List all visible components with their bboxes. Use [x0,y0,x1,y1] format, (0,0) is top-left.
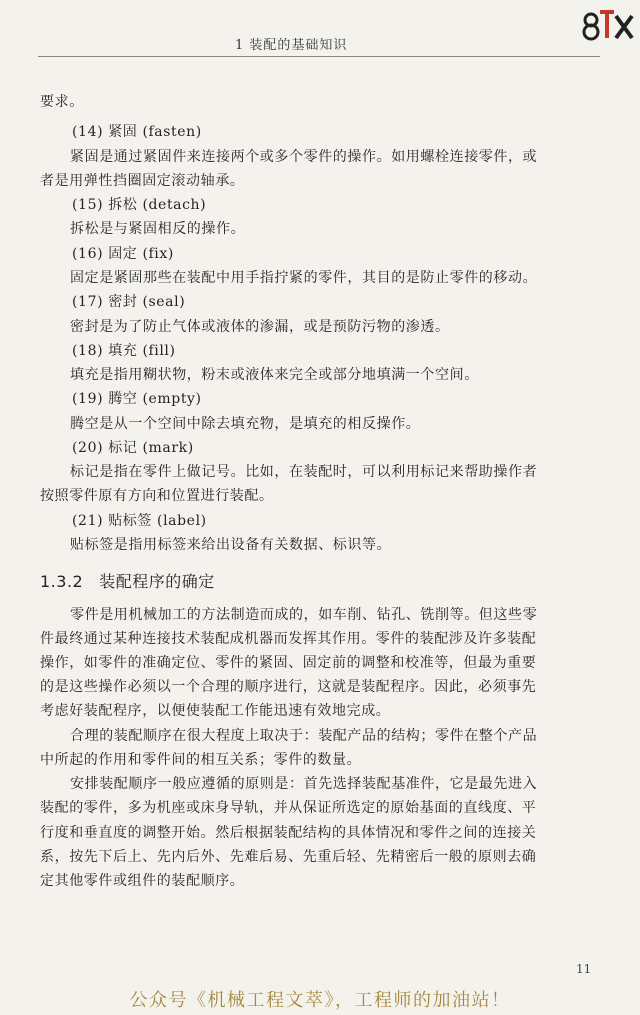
term-heading-detach: (15) 拆松 (detach) [72,197,207,213]
text-line: 者是用弹性挡圈固定滚动轴承。 [40,173,245,189]
text-line: 填充是指用糊状物，粉末或液体来完全或部分地填满一个空间。 [70,367,479,383]
section-number: 1.3.2 [40,572,84,591]
term-heading-empty: (19) 腾空 (empty) [72,391,202,407]
term-heading-seal: (17) 密封 (seal) [72,294,186,310]
term-heading-label: (21) 贴标签 (label) [72,513,207,529]
footer-watermark: 公众号《机械工程文萃》，工程师的加油站！ [129,990,511,1011]
text-line: 拆松是与紧固相反的操作。 [70,221,246,237]
header-divider [38,56,600,57]
text-line: 按照零件原有方向和位置进行装配。 [40,488,274,504]
page-number: 11 [576,962,592,976]
text-line: 定其他零件或组件的装配顺序。 [40,873,245,889]
text-line: 标记是指在零件上做记号。比如，在装配时，可以利用标记来帮助操作者 [70,464,538,480]
text-line: 系，按先下后上、先内后外、先难后易、先重后轻、先精密后一般的原则去确 [40,849,537,865]
page-header [0,26,640,56]
term-heading-fasten: (14) 紧固 (fasten) [72,124,202,140]
text-line: 要求。 [40,94,84,110]
text-line: 合理的装配顺序在很大程度上取决于：装配产品的结构；零件在整个产品 [70,728,538,744]
text-line: 中所起的作用和零件间的相互关系；零件的数量。 [40,752,362,768]
text-line: 贴标签是指用标签来给出设备有关数据、标识等。 [70,537,392,553]
text-line: 安排装配顺序一般应遵循的原则是：首先选择装配基准件，它是最先进入 [70,776,538,792]
text-line: 行度和垂直度的调整开始。然后根据装配结构的具体情况和零件之间的连接关 [40,825,537,841]
term-heading-fix: (16) 固定 (fix) [72,246,174,262]
publisher-logo [578,8,636,42]
text-line: 紧固是通过紧固件来连接两个或多个零件的操作。如用螺栓连接零件，或 [70,149,538,165]
section-title: 装配程序的确定 [99,572,215,591]
chapter-title: 1 装配的基础知识 [235,38,348,53]
text-line: 腾空是从一个空间中除去填充物，是填充的相反操作。 [70,416,421,432]
text-line: 的是这些操作必须以一个合理的顺序进行，这就是装配程序。因此，必须事先 [40,679,537,695]
text-line: 件最终通过某种连接技术装配成机器而发挥其作用。零件的装配涉及许多装配 [40,631,537,647]
text-line: 密封是为了防止气体或液体的渗漏，或是预防污物的渗透。 [70,319,450,335]
text-line: 考虑好装配程序，以便使装配工作能迅速有效地完成。 [40,703,391,719]
text-line: 操作，如零件的准确定位、零件的紧固、固定前的调整和校准等，但最为重要 [40,655,537,671]
text-line: 装配的零件，多为机座或床身导轨，并从保证所选定的原始基面的直线度、平 [40,800,537,816]
term-heading-fill: (18) 填充 (fill) [72,343,176,359]
section-heading [40,569,215,592]
term-heading-mark: (20) 标记 (mark) [72,440,194,456]
text-line: 固定是紧固那些在装配中用手指拧紧的零件，其目的是防止零件的移动。 [70,270,538,286]
text-line: 零件是用机械加工的方法制造而成的，如车削、钻孔、铣削等。但这些零 [70,607,538,623]
